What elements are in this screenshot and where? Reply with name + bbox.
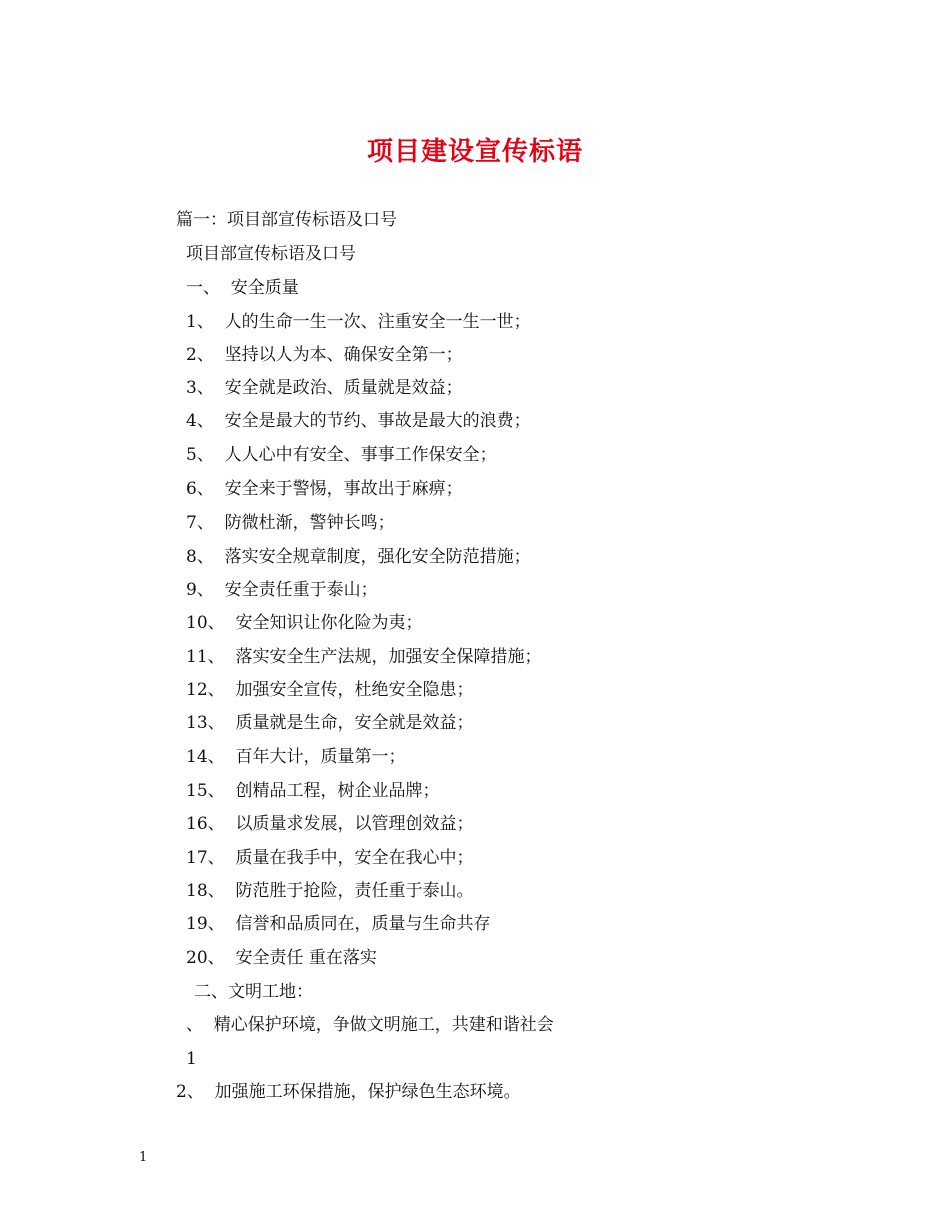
list-item: 15、 创精品工程，树企业品牌； [186,781,440,801]
list-item: 7、 防微杜渐，警钟长鸣； [186,513,395,533]
list-item: 5、 人人心中有安全、事事工作保安全； [186,445,497,465]
sub-heading: 项目部宣传标语及口号 [186,244,356,264]
section-two-title: 二、文明工地： [194,982,313,1002]
chapter-heading: 篇一：项目部宣传标语及口号 [176,210,397,230]
list-item: 10、 安全知识让你化险为夷； [186,613,423,633]
list-item: 9、 安全责任重于泰山； [186,580,378,600]
list-item: 19、 信誉和品质同在，质量与生命共存 [186,914,491,934]
list-item: 13、 质量就是生命，安全就是效益； [186,713,474,733]
page-number: 1 [139,1150,148,1165]
list-item: 1、 人的生命一生一次、注重安全一生一世； [186,312,531,332]
document-title: 项目建设宣传标语 [366,137,583,167]
section-one-title: 一、 安全质量 [186,278,299,298]
list-item-number: 1 [186,1049,197,1069]
list-item: 18、 防范胜于抢险，责任重于泰山。 [186,881,474,901]
list-item: 、 精心保护环境，争做文明施工，共建和谐社会 [186,1015,554,1035]
list-item: 14、 百年大计，质量第一； [186,747,406,767]
list-item: 12、 加强安全宣传，杜绝安全隐患； [186,680,474,700]
list-item: 17、 质量在我手中，安全在我心中； [186,848,474,868]
list-item: 16、 以质量求发展，以管理创效益； [186,814,474,834]
list-item: 4、 安全是最大的节约、事故是最大的浪费； [186,411,531,431]
list-item: 3、 安全就是政治、质量就是效益； [186,378,463,398]
list-item: 11、 落实安全生产法规，加强安全保障措施； [186,647,542,667]
list-item: 6、 安全来于警惕，事故出于麻痹； [186,479,463,499]
list-item: 20、 安全责任 重在落实 [186,948,377,968]
list-item: 8、 落实安全规章制度，强化安全防范措施； [186,547,531,567]
list-item: 2、 坚持以人为本、确保安全第一； [186,345,463,365]
list-item: 2、 加强施工环保措施，保护绿色生态环境。 [176,1082,521,1102]
